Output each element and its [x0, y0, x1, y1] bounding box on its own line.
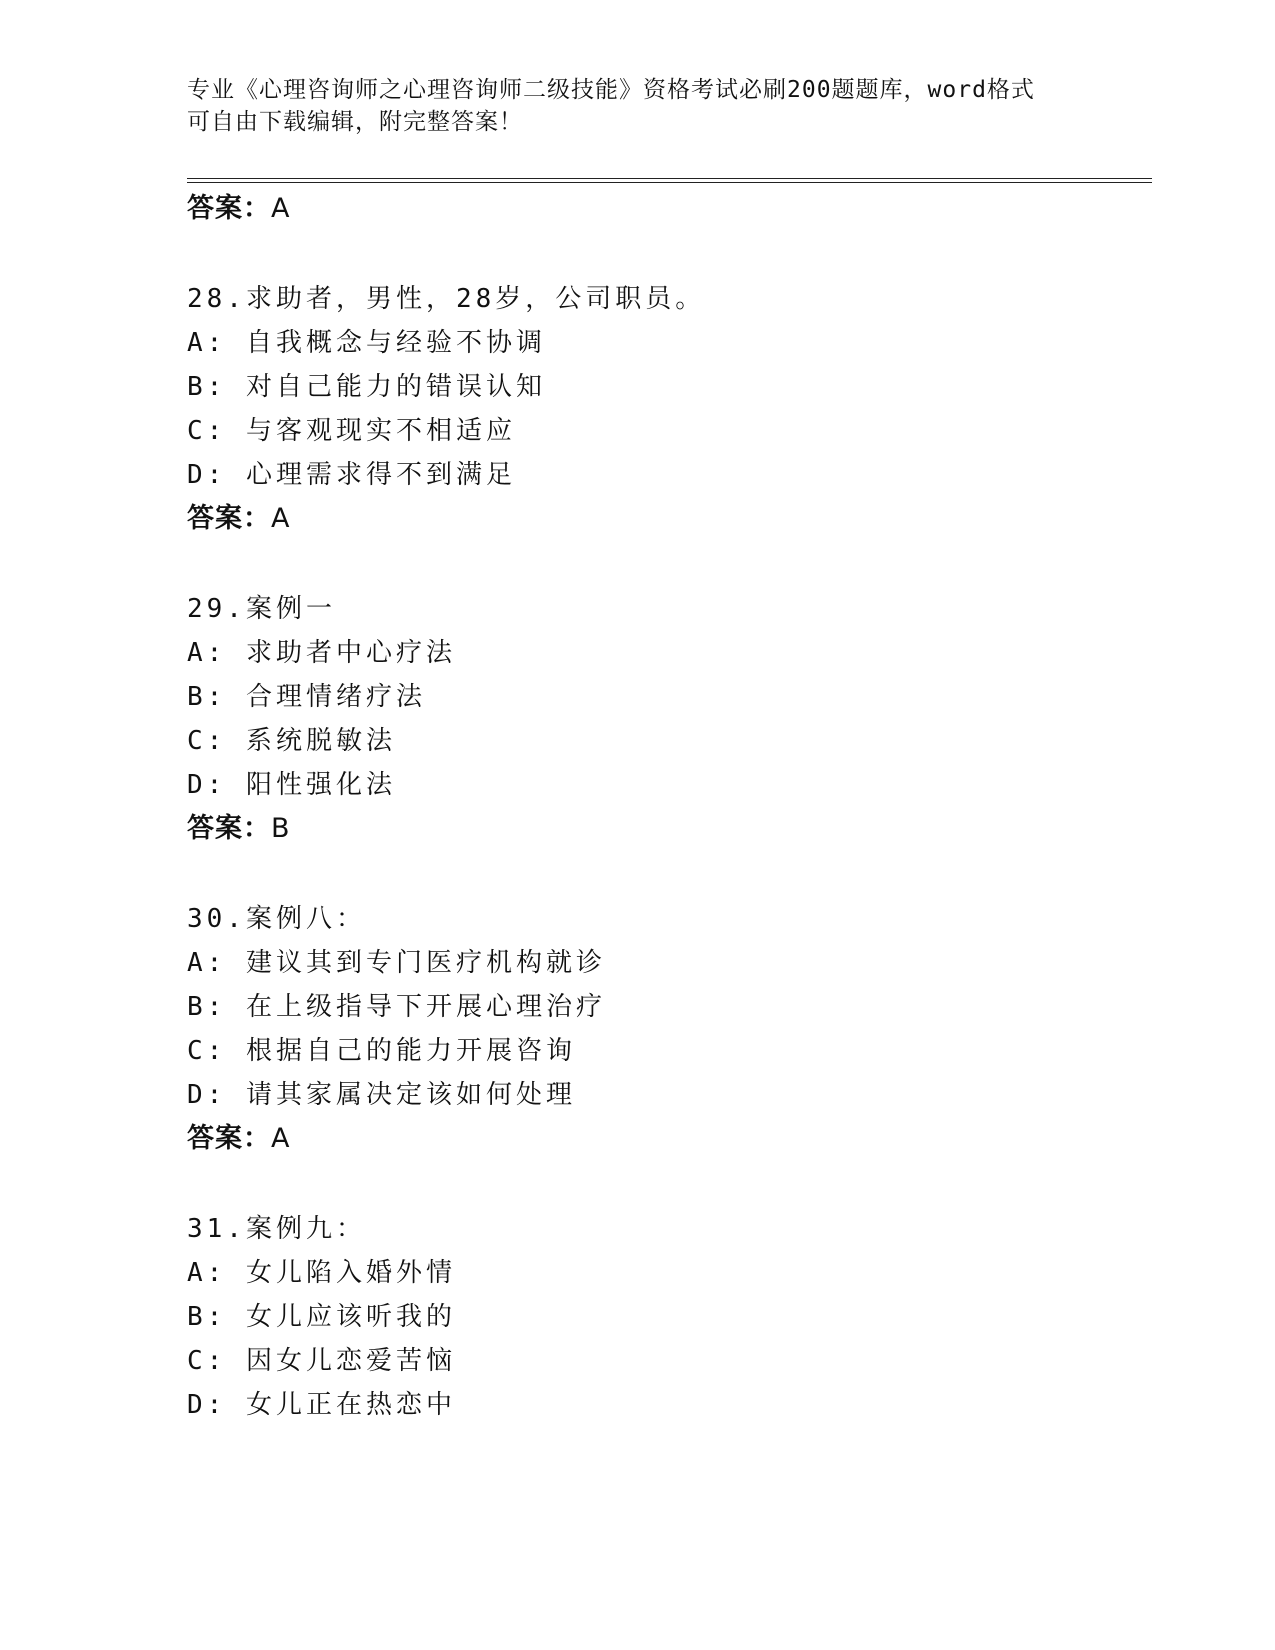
question-31-option-a: A: 女儿陷入婚外情 — [187, 1258, 456, 1288]
question-28-option-c: C: 与客观现实不相适应 — [187, 416, 516, 446]
header-line-1: 专业《心理咨询师之心理咨询师二级技能》资格考试必刷200题题库，word格式 — [187, 77, 1035, 103]
answer-label: 答案： — [187, 193, 271, 224]
answer-label: 答案： — [187, 503, 271, 534]
question-29-option-d: D: 阳性强化法 — [187, 770, 396, 800]
answer-value: A — [271, 193, 291, 224]
question-29-answer — [187, 812, 291, 846]
question-31-option-c: C: 因女儿恋爱苦恼 — [187, 1346, 456, 1376]
header-divider-top — [187, 178, 1152, 179]
question-30-option-b: B: 在上级指导下开展心理治疗 — [187, 992, 606, 1022]
answer-prev — [187, 192, 290, 226]
question-28-option-a: A: 自我概念与经验不协调 — [187, 328, 546, 358]
answer-label: 答案： — [187, 1123, 271, 1154]
question-28-stem: 28.求助者，男性，28岁，公司职员。 — [187, 284, 706, 314]
header-divider-bottom — [187, 182, 1152, 183]
question-31-option-b: B: 女儿应该听我的 — [187, 1302, 456, 1332]
question-28-answer — [187, 502, 290, 536]
question-28-option-d: D: 心理需求得不到满足 — [187, 460, 516, 490]
question-28-option-b: B: 对自己能力的错误认知 — [187, 372, 546, 402]
question-29-option-b: B: 合理情绪疗法 — [187, 682, 426, 712]
question-31-option-d: D: 女儿正在热恋中 — [187, 1390, 456, 1420]
answer-value: B — [271, 813, 291, 844]
answer-label: 答案： — [187, 813, 271, 844]
question-31-stem: 31.案例九： — [187, 1214, 366, 1244]
document-header — [187, 74, 1087, 138]
question-30-option-c: C: 根据自己的能力开展咨询 — [187, 1036, 576, 1066]
question-29-option-c: C: 系统脱敏法 — [187, 726, 396, 756]
question-30-option-a: A: 建议其到专门医疗机构就诊 — [187, 948, 606, 978]
answer-value: A — [271, 1123, 291, 1154]
question-29-stem: 29.案例一 — [187, 594, 336, 624]
header-line-2: 可自由下载编辑，附完整答案！ — [187, 109, 523, 135]
question-29-option-a: A: 求助者中心疗法 — [187, 638, 456, 668]
question-30-option-d: D: 请其家属决定该如何处理 — [187, 1080, 576, 1110]
question-30-answer — [187, 1122, 290, 1156]
answer-value: A — [271, 503, 291, 534]
question-30-stem: 30.案例八： — [187, 904, 366, 934]
